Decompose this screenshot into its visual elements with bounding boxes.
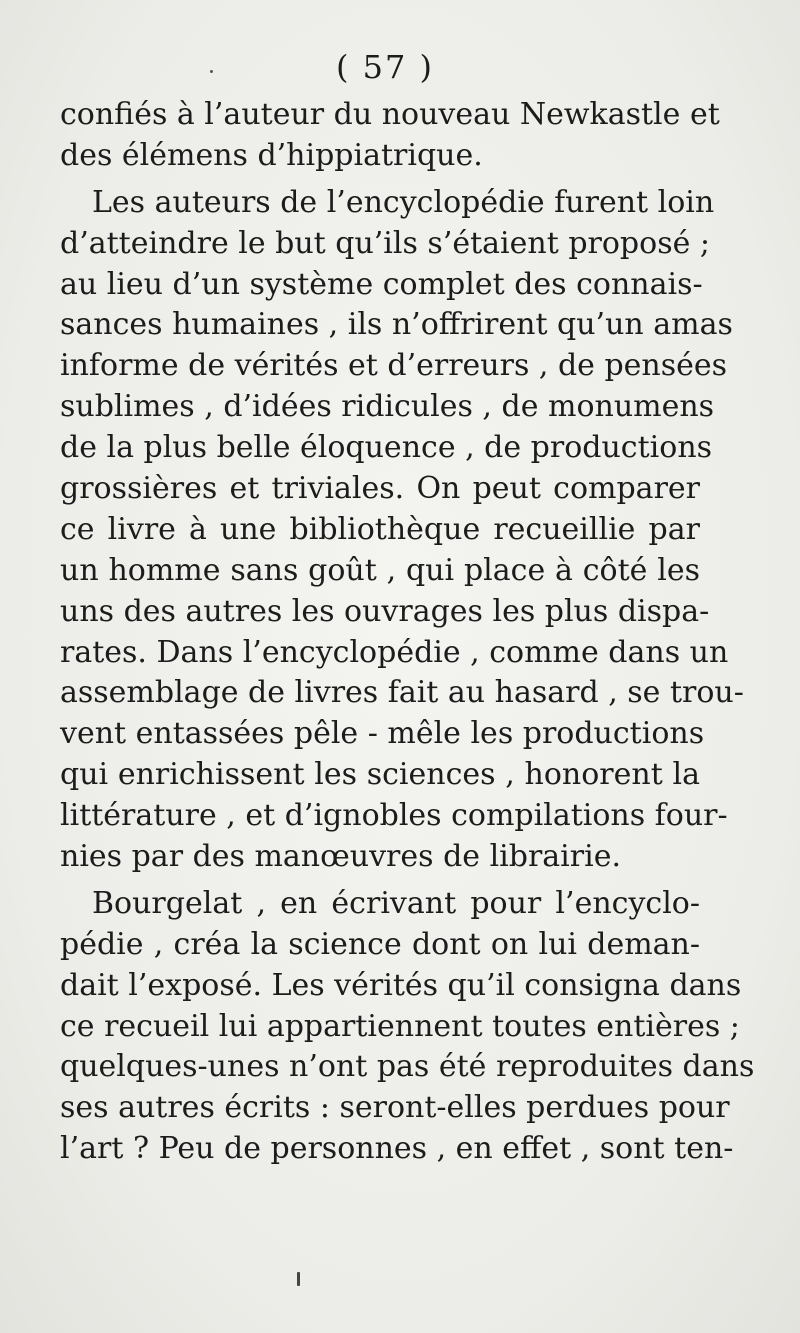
text-line: pédie , créa la science dont on lui deman- — [60, 926, 700, 962]
text-line: assemblage de livres fait au hasard , se trou- — [60, 675, 744, 711]
text-line: sublimes , d’idées ridicules , de monumens — [60, 389, 715, 425]
text-line: qui enrichissent les sciences , honorent la — [60, 757, 700, 793]
text-line: vent entassées pêle - mêle les productions — [60, 716, 705, 752]
text-line: quelques-unes n’ont pas été reproduites dans — [60, 1049, 755, 1085]
text-line: Les auteurs de l’encyclopédie furent loin — [92, 184, 715, 220]
text-line: uns des autres les ouvrages les plus dispa- — [60, 593, 710, 629]
text-line: nies par des manœuvres de librairie. — [60, 839, 622, 875]
text-line: au lieu d’un système complet des connais- — [60, 266, 703, 302]
text-line: littérature , et d’ignobles compilations four- — [60, 798, 728, 834]
text-line: confiés à l’auteur du nouveau Newkastle et — [60, 97, 720, 132]
body-text — [60, 95, 755, 1170]
text-line: sances humaines , ils n’offrirent qu’un amas — [60, 307, 733, 343]
text-line: rates. Dans l’encyclopédie , comme dans un — [60, 634, 729, 670]
text-line: ses autres écrits : seront-elles perdues pour — [60, 1090, 730, 1126]
text-line: grossières et triviales. On peut comparer — [60, 471, 700, 507]
text-line: des élémens d’hippiatrique. — [60, 137, 483, 173]
text-line: un homme sans goût , qui place à côté les — [60, 552, 700, 588]
text-line: ce livre à une bibliothèque recueillie par — [60, 511, 700, 547]
text-line: informe de vérités et d’erreurs , de pensées — [60, 348, 728, 384]
text-line: d’atteindre le but qu’ils s’étaient proposé ; — [60, 225, 710, 261]
text-line: dait l’exposé. Les vérités qu’il consigna dans — [60, 967, 742, 1003]
text-line: l’art ? Peu de personnes , en effet , sont ten- — [60, 1131, 734, 1167]
ink-mark — [297, 1272, 300, 1286]
text-line: Bourgelat , en écrivant pour l’encyclo- — [92, 885, 700, 921]
page-number: ( 57 ) — [335, 48, 435, 86]
text-line: de la plus belle éloquence , de productions — [60, 430, 713, 466]
text-line: ce recueil lui appartiennent toutes entières ; — [60, 1008, 740, 1044]
